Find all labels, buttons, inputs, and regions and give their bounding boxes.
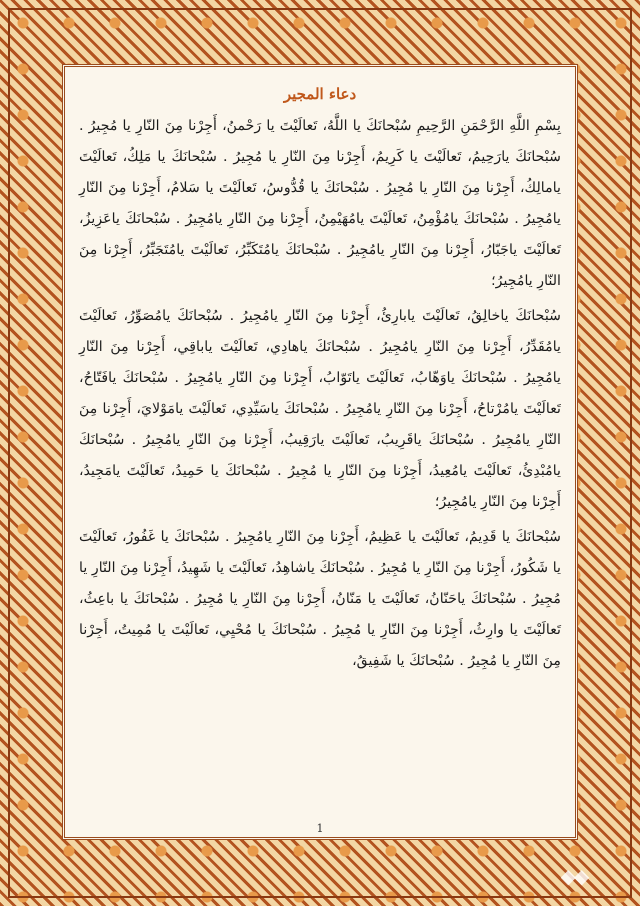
watermark-logo: ◆◆ (560, 864, 588, 888)
paragraph-2: سُبْحانَكَ ياخالِقُ، تَعالَيْتَ يابارِئُ، أَجِرْنا مِنَ النّارِ يامُجِيرُ . سُبْحانَكَ يامُصَوِّرُ، تَعالَيْتَ يامُقَدِّرُ، أَجِرْنا مِنَ النّارِ يامُجِيرُ . سُبْحانَكَ ياهادِي، تَعالَيْتَ ياباقِي، أَجِرْنا مِنَ النّارِ يامُجِيرُ . سُبْحانَكَ ياوَهّابُ، تَعالَيْتَ ياتَوّابُ، أَجِرْنا مِنَ النّارِ يامُجِيرُ . سُبْحانَكَ يافَتّاحُ، تَعالَيْتَ يامُرْتاحُ، أَجِرْنا مِنَ النّارِ يامُجِيرُ . سُبْحانَكَ ياسَيِّدِي، تَعالَيْتَ يامَوْلايَ، أَجِرْنا مِنَ النّارِ يامُجِيرُ . سُبْحانَكَ ياقَرِيبُ، تَعالَيْتَ يارَقِيبُ، أَجِرْنا مِنَ النّارِ يامُجِيرُ . سُبْحانَكَ يامُبْدِئُ، تَعالَيْتَ يامُعِيدُ، أَجِرْنا مِنَ النّارِ يا مُجِيرُ . سُبْحانَكَ يا حَمِيدُ، تَعالَيْتَ يامَجِيدُ، أَجِرْنا مِنَ النّارِ يامُجِيرُ؛ (79, 308, 561, 510)
page-number: 1 (316, 822, 324, 835)
paragraph-3: سُبْحانَكَ يا قَدِيمُ، تَعالَيْتَ يا عَظِيمُ، أَجِرْنا مِنَ النّارِ يامُجِيرُ . سُبْحانَكَ يا غَفُورُ، تَعالَيْتَ يا شَكُورُ، أَجِرْنا مِنَ النّارِ يا مُجِيرُ . سُبْحانَكَ ياشاهِدُ، تَعالَيْتَ يا شَهِيدُ، أَجِرْنا مِنَ النّارِ يا مُجِيرُ . سُبْحانَكَ ياحَنّانُ، تَعالَيْتَ يا مَنّانُ، أَجِرْنا مِنَ النّارِ يا مُجِيرُ . سُبْحانَكَ يا باعِثُ، تَعالَيْتَ يا وارِثُ، أَجِرْنا مِنَ النّارِ يا مُجِيرُ . سُبْحانَكَ يا مُحْيِي، تَعالَيْتَ يا مُمِيتُ، أَجِرْنا مِنَ النّارِ يا مُجِيرُ . سُبْحانَكَ يا شَفِيقُ، (79, 529, 561, 669)
page-title: دعاء المجير (283, 85, 357, 103)
prayer-text (79, 111, 561, 677)
text-panel (62, 64, 578, 840)
paragraph-1: بِسْمِ اللَّهِ الرَّحْمَنِ الرَّحِيمِ سُبْحانَكَ يا اللَّهُ، تَعالَيْتَ يا رَحْمنُ، أَجِرْنا مِنَ النّارِ يا مُجِيرُ . سُبْحانَكَ يارَحِيمُ، تَعالَيْتَ يا كَرِيمُ، أَجِرْنا مِنَ النّارِ يا مُجِيرُ . سُبْحانَكَ يا مَلِكُ، تَعالَيْتَ يامالِكُ، أَجِرْنا مِنَ النّارِ يا مُجِيرُ . سُبْحانَكَ يا قُدُّوسُ، تَعالَيْتَ يا سَلامُ، أَجِرْنا مِنَ النّارِ يامُجِيرُ . سُبْحانَكَ يامُؤْمِنُ، تَعالَيْتَ يامُهَيْمِنُ، أَجِرْنا مِنَ النّارِ يامُجِيرُ . سُبْحانَكَ ياعَزِيزُ، تَعالَيْتَ ياجَبّارُ، أَجِرْنا مِنَ النّارِ يامُجِيرُ . سُبْحانَكَ يامُتَكَبِّرُ، تَعالَيْتَ يامُتَجَبِّرُ، أَجِرْنا مِنَ النّارِ يامُجِيرُ؛ (79, 118, 561, 289)
